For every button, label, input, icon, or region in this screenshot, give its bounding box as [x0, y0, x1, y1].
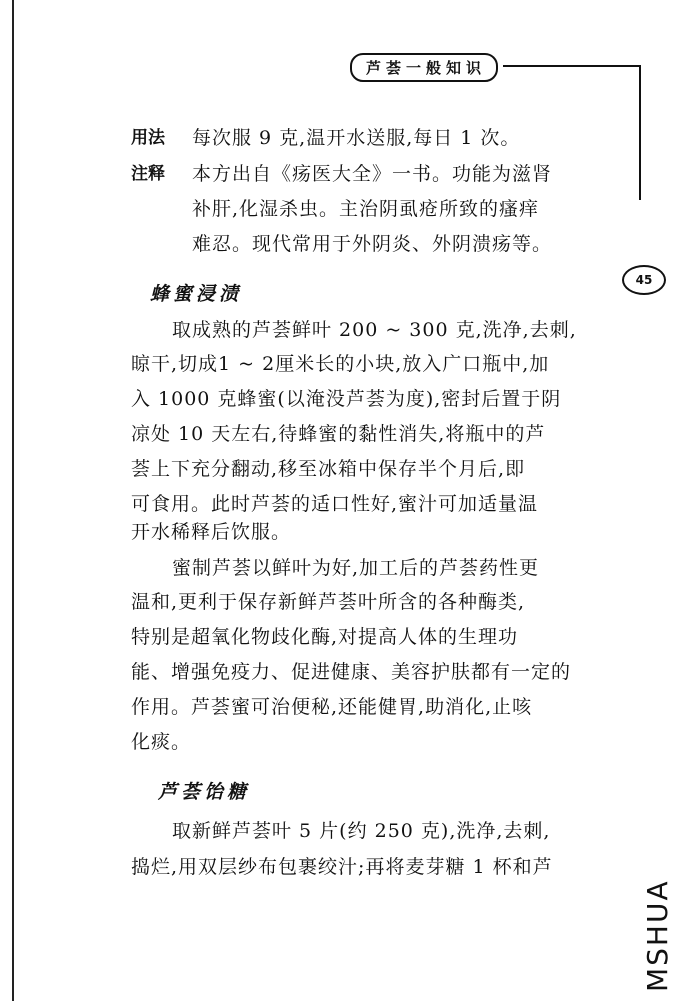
running-header: [350, 52, 498, 82]
paragraph-line: 可食用。此时芦荟的适口性好,蜜汁可加适量温: [131, 493, 539, 515]
paragraph-line: 取新鲜芦荟叶 5 片(约 250 克),洗净,去刺,: [172, 820, 551, 842]
note-line: 本方出自《疡医大全》一书。功能为滋肾: [192, 163, 553, 185]
note-line: 难忍。现代常用于外阴炎、外阴溃疡等。: [192, 233, 553, 255]
paragraph-line: 蜜制芦荟以鲜叶为好,加工后的芦荟药性更: [172, 557, 540, 579]
section-heading: 芦荟饴糖: [158, 781, 251, 803]
paragraph-line: 温和,更利于保存新鲜芦荟叶所含的各种酶类,: [131, 591, 526, 613]
paragraph-line: 化痰。: [131, 731, 192, 753]
header-side-rule: [639, 65, 641, 200]
paragraph-line: 能、增强免疫力、促进健康、美容护肤都有一定的: [131, 661, 572, 683]
note-line: 补肝,化湿杀虫。主治阴虱疮所致的瘙痒: [192, 198, 540, 220]
paragraph-line: 捣烂,用双层纱布包裹绞汁;再将麦芽糖 1 杯和芦: [131, 856, 553, 878]
usage-label: 用法: [131, 128, 165, 148]
paragraph-line: 入 1000 克蜂蜜(以淹没芦荟为度),密封后置于阴: [131, 388, 562, 410]
watermark: MSHUA: [641, 879, 674, 992]
left-margin-rule: [12, 0, 14, 1001]
paragraph-line: 凉处 10 天左右,待蜂蜜的黏性消失,将瓶中的芦: [131, 423, 546, 445]
paragraph-line: 开水稀释后饮服。: [131, 521, 292, 543]
usage-text: 每次服 9 克,温开水送服,每日 1 次。: [192, 127, 521, 149]
note-label: 注释: [131, 164, 165, 184]
page-number: 45: [622, 265, 666, 295]
section-heading: 蜂蜜浸渍: [150, 283, 243, 305]
section-title: 芦荟一般知识: [350, 53, 498, 82]
header-rule: [503, 65, 641, 67]
paragraph-line: 取成熟的芦荟鲜叶 200 ~ 300 克,洗净,去刺,: [172, 319, 577, 341]
paragraph-line: 晾干,切成1 ~ 2厘米长的小块,放入广口瓶中,加: [131, 353, 550, 375]
paragraph-line: 特别是超氧化物歧化酶,对提高人体的生理功: [131, 626, 519, 648]
paragraph-line: 荟上下充分翻动,移至冰箱中保存半个月后,即: [131, 458, 526, 480]
paragraph-line: 作用。芦荟蜜可治便秘,还能健胃,助消化,止咳: [131, 696, 533, 718]
